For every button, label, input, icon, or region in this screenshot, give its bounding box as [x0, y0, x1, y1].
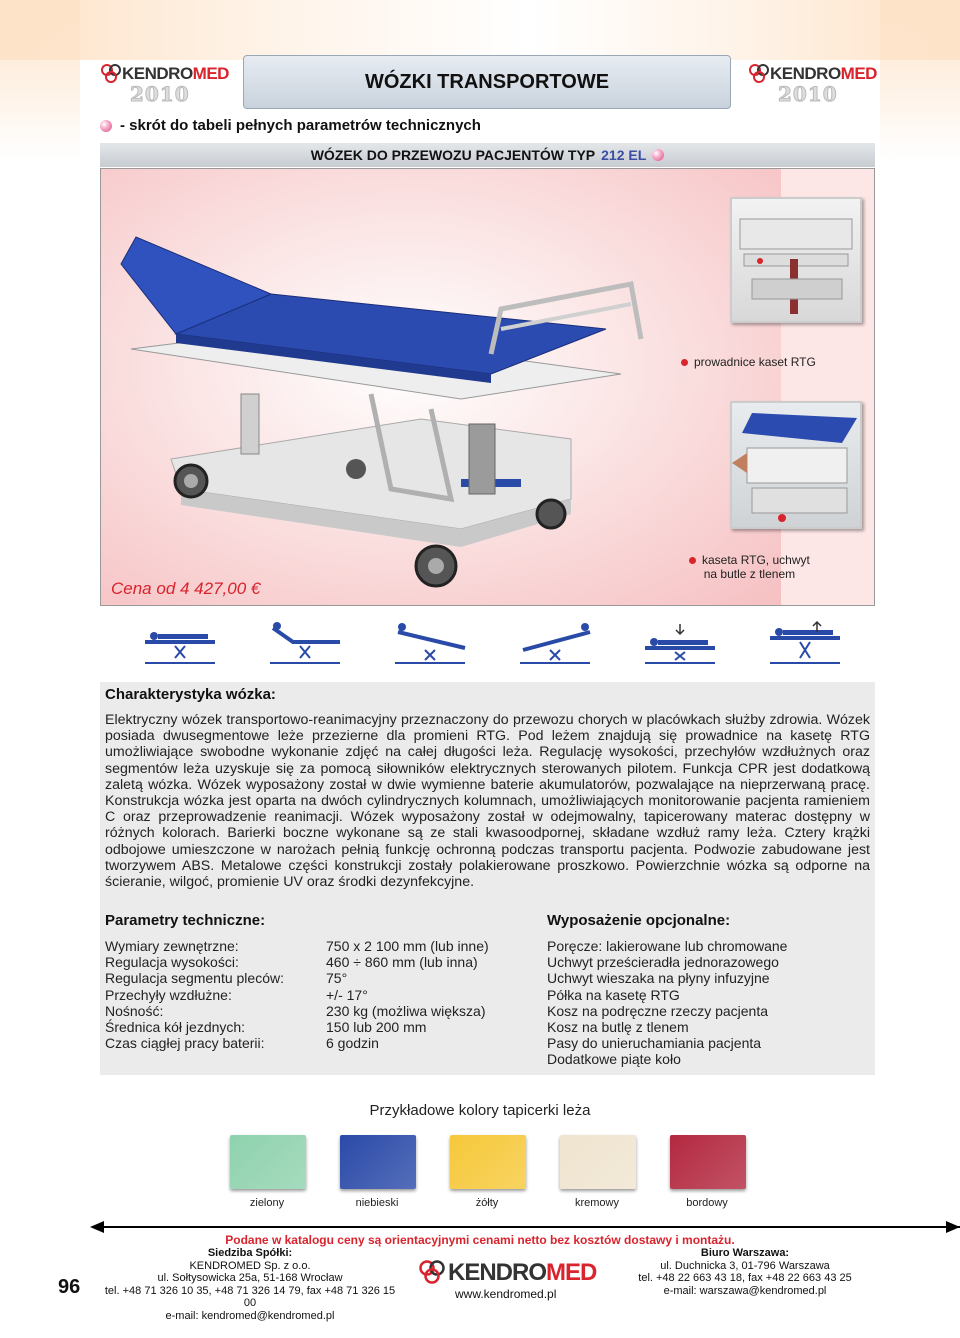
upholstery-colors-title: Przykładowe kolory tapicerki leża	[369, 1102, 591, 1119]
swatch-label: żółty	[475, 1197, 499, 1209]
characteristics-heading: Charakterystyka wózka:	[105, 686, 276, 703]
rtg-guides-illustration	[732, 199, 860, 321]
page-title: WÓZKI TRANSPORTOWE	[364, 70, 610, 93]
red-dot-icon	[689, 557, 696, 564]
product-photo-frame	[100, 168, 875, 606]
stretcher-illustration	[101, 169, 781, 605]
optional-item: Dodatkowe piąte koło	[547, 1051, 681, 1068]
kendromed-logo-icon	[418, 1259, 446, 1285]
kendromed-logo-icon	[100, 62, 122, 84]
optional-list	[547, 938, 787, 1068]
position-flat-icon	[140, 620, 220, 668]
swatch-cream	[560, 1135, 636, 1189]
hq-address: Siedziba Spółki: KENDROMED Sp. z o.o. ul. Sołtysowicka 25a, 51-168 Wrocław tel. +48 71 326 10 35, +48 71 326 14 79, fax +48 71 326 15 00 e-mail: kendromed@kendromed.pl	[100, 1247, 400, 1322]
swatch-blue	[340, 1135, 416, 1189]
page-title-box	[243, 55, 731, 109]
parameter-row: Średnica kół jezdnych: 150 lub 200 mm	[105, 1019, 427, 1036]
arrow-left-icon	[90, 1221, 104, 1233]
logo-year: 2010	[130, 82, 190, 106]
optional-heading: Wyposażenie opcjonalne:	[547, 912, 731, 929]
parameter-row: Przechyły wzdłużne: +/- 17°	[105, 986, 368, 1003]
rtg-cassette-photo	[730, 401, 862, 529]
parameters-table	[105, 938, 489, 1051]
warsaw-address: Biuro Warszawa: ul. Duchnicka 3, 01-796 Warszawa tel. +48 22 663 43 18, fax +48 22 663 43 25 e-mail: warszawa@kendromed.pl	[630, 1247, 860, 1297]
swatch-burgundy	[670, 1135, 746, 1189]
warsaw-email[interactable]: e-mail: warszawa@kendromed.pl	[663, 1284, 827, 1297]
product-type-bar	[100, 143, 875, 167]
characteristics-text: Elektryczny wózek transportowo-reanimacyjny przeznaczony do przewozu chorych w placówkach służby zdrowia. Wózek posiada dwusegmentowe leże przezierne dla promieni RTG. Pod leżem znajdują się prowadnice na kasetę RTG umożliwiające swobodne wykonanie zdjęć na całej długości leża. Regulację wysokości, przechyłów wzdłużnych oraz segmentów leża uzyskuje się za pomocą siłowników elektrycznych sterowanych pilotem. Funkcja CPR jest dodatkową zaletą wózka. Wózek wyposażony został w dwie wymienne baterie akumulatorów, pozwalające na nieprzerwaną pracę. Konstrukcja wózka jest oparta na dwóch cylindrycznych kolumnach, umożliwiających monitorowanie pacjenta ramieniem C oraz przeprowadzenie reanimacji. Wózek wyposażony został w odejmowalny, tapicerowany materac dostępny w różnych kolorach. Barierki boczne wykonane są ze stali kwasoodpornej, składane wzdłuż ramy leża. Cztery krążki odbojowe umieszczone w narożach pełnią funkcję ochronną podczas transportu pacjenta. Podwozie zabudowane jest tworzywem ABS. Metalowe części konstrukcji zostały polakierowane proszkowo. Powierzchnie wózka są odporne na ścieranie, wilgoć, promienie UV oraz środki dezynfekcyjne.	[105, 712, 870, 891]
red-dot-icon	[681, 359, 688, 366]
rtg-guides-photo	[730, 197, 862, 323]
hq-email[interactable]: e-mail: kendromed@kendromed.pl	[165, 1309, 335, 1322]
price-notice: Podane w katalogu ceny są orientacyjnymi cenami netto bez kosztów dostawy i montażu.	[225, 1233, 735, 1247]
position-tilt-head-down-icon	[515, 620, 595, 668]
swatch-yellow	[450, 1135, 526, 1189]
parameter-row: Wymiary zewnętrzne: 750 x 2 100 mm (lub inne)	[105, 938, 489, 954]
page-number: 96	[58, 1276, 81, 1298]
optional-item: Kosz na podręczne rzeczy pacjenta	[547, 1002, 769, 1019]
position-raised-icon	[765, 620, 845, 668]
caption-rtg-guides: prowadnice kaset RTG	[681, 355, 816, 369]
optional-item: Pasy do unieruchamiania pacjenta	[547, 1035, 762, 1052]
parameter-row: Nośność: 230 kg (możliwa większa)	[105, 1002, 486, 1019]
optional-item: Kosz na butlę z tlenem	[547, 1019, 689, 1036]
shortcut-label: - skrót do tabeli pełnych parametrów technicznych	[120, 117, 481, 134]
price-label: Cena od 4 427,00 €	[111, 579, 261, 598]
optional-item: Poręcze: lakierowane lub chromowane	[547, 938, 788, 954]
kendromed-logo-right: KENDROMED 2010	[748, 62, 888, 106]
position-lowered-icon	[640, 620, 720, 668]
bullet-icon	[652, 149, 664, 161]
top-glow	[0, 0, 960, 60]
swatch-label: zielony	[249, 1197, 285, 1209]
kendromed-logo-footer: KENDROMED	[418, 1259, 608, 1285]
product-type-label: WÓZEK DO PRZEWOZU PACJENTÓW TYP	[310, 147, 596, 163]
parameter-row: Regulacja segmentu pleców: 75°	[105, 970, 348, 987]
swatch-label: niebieski	[355, 1197, 399, 1209]
optional-item: Uchwyt wieszaka na płyny infuzyjne	[547, 970, 770, 987]
footer-divider	[100, 1226, 960, 1228]
parameter-row: Regulacja wysokości: 460 ÷ 860 mm (lub inna)	[105, 954, 478, 971]
top-left-glow	[0, 0, 80, 160]
kendromed-logo-icon	[748, 62, 770, 84]
bullet-icon	[100, 120, 112, 132]
arrow-right-icon	[946, 1221, 960, 1233]
kendromed-logo-left: KENDROMED 2010	[100, 62, 240, 106]
swatch-label: kremowy	[574, 1197, 619, 1209]
stretcher-photo	[101, 169, 781, 605]
optional-item: Uchwyt prześcieradła jednorazowego	[547, 954, 779, 971]
optional-item: Półka na kasetę RTG	[547, 986, 680, 1003]
parameter-row: Czas ciągłej pracy baterii: 6 godzin	[105, 1035, 379, 1052]
swatch-green	[230, 1135, 306, 1189]
top-right-glow	[880, 0, 960, 160]
rtg-cassette-illustration	[732, 403, 860, 527]
swatch-label: bordowy	[686, 1197, 728, 1209]
bed-positions-row	[130, 620, 860, 668]
caption-rtg-cassette: kaseta RTG, uchwyt na butle z tlenem	[689, 553, 810, 581]
specification-box	[100, 682, 875, 1075]
position-backrest-up-icon	[265, 620, 345, 668]
logo-year: 2010	[778, 82, 838, 106]
parameters-heading: Parametry techniczne:	[105, 912, 266, 929]
position-tilt-head-up-icon	[390, 620, 470, 668]
shortcut-link[interactable]	[100, 117, 481, 134]
website-link[interactable]: www.kendromed.pl	[455, 1287, 557, 1301]
product-model: 212 EL	[601, 147, 647, 163]
